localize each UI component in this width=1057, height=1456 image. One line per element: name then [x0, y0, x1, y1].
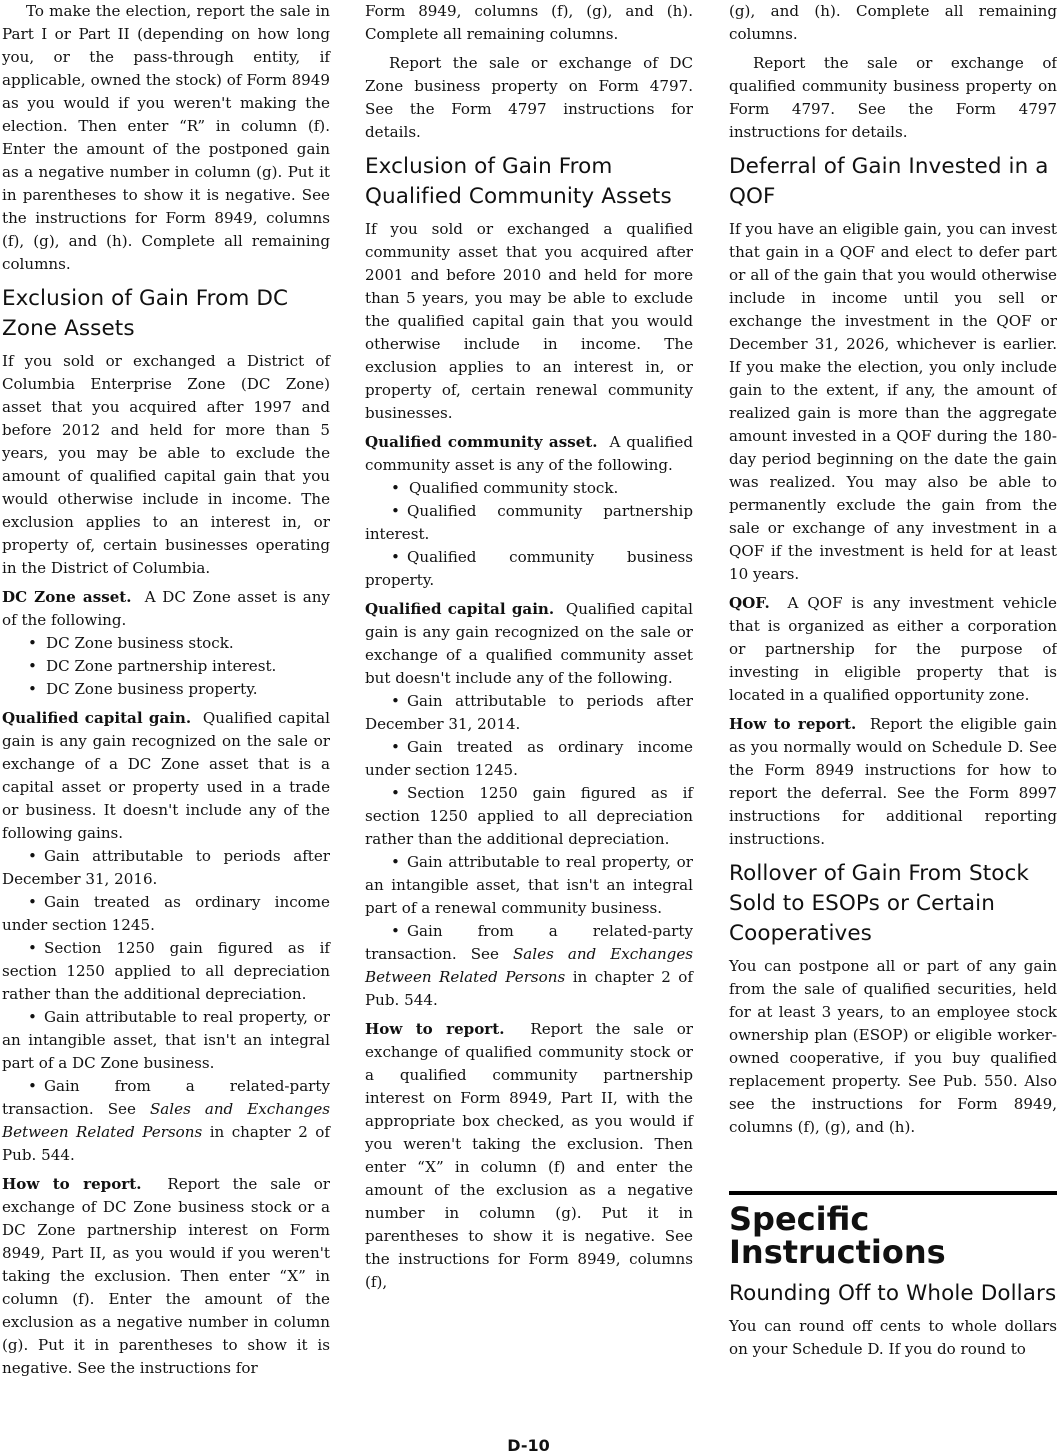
- column-1: [2, 0, 330, 1380]
- qof-term: QOF.: [729, 594, 770, 612]
- heading-qof: Deferral of Gain Invested in a QOF: [729, 154, 1049, 209]
- list-item: • Gain attributable to periods after December 31, 2014.: [365, 692, 693, 733]
- bullet-icon: •: [28, 1008, 37, 1026]
- list-item: • DC Zone partnership interest.: [2, 655, 330, 678]
- esop-paragraph: You can postpone all or part of any gain from the sale of qualified securities, held for at least 3 years, to an employee stock ownership plan (ESOP) or eligible worker-owned cooperative, if you buy qualified replacement property. See Pub. 550. Also see the instructions for Form 8949, columns (f), (g), and (h).: [729, 957, 1057, 1136]
- heading-qualified-community-assets: Exclusion of Gain From Qualified Community Assets: [365, 154, 672, 209]
- list-item: • Gain treated as ordinary income under section 1245.: [365, 738, 693, 779]
- bullet-icon: •: [28, 893, 37, 911]
- qof-paragraph: If you have an eligible gain, you can invest that gain in a QOF and elect to defer part or all of the gain that you would otherwise include in income until you sell or exchange the investment in the QOF or December 31, 2026, whichever is earlier. If you make the election, you only include gain to the extent, if any, the amount of realized gain is more than the aggregate amount invested in a QOF during the 180-day period beginning on the date the gain was realized. You may also be able to permanently exclude the gain from the sale or exchange of any investment in a QOF if the investment is held for at least 10 years.: [729, 220, 1057, 583]
- list-item: • Section 1250 gain figured as if section 1250 applied to all depreciation rather than the additional depreciation.: [365, 784, 693, 848]
- how-to-report-term: How to report.: [729, 715, 857, 733]
- bullet-icon: •: [391, 738, 400, 756]
- bullet-icon: •: [391, 922, 400, 940]
- bullet-icon: •: [391, 692, 400, 710]
- heading-esop-rollover: Rollover of Gain From Stock Sold to ESOPs or Certain Cooperatives: [729, 861, 1029, 946]
- how-to-report-paragraph: How to report. Report the eligible gain as you normally would on Schedule D. See the Form 8949 instructions for how to report the deferral. See the Form 8997 instructions for additional reporting instructions.: [729, 715, 1057, 848]
- qualified-community-asset-list: [365, 477, 693, 500]
- bullet-icon: •: [391, 784, 400, 802]
- dc-zone-asset-text: A DC Zone asset is any of the following.: [2, 588, 330, 629]
- bullet-icon: •: [391, 502, 400, 520]
- list-item: • Qualified community partnership interest.: [365, 502, 693, 543]
- dc-zone-asset-list: [2, 632, 330, 701]
- list-item: • Qualified community stock.: [365, 477, 693, 500]
- continued-paragraph: (g), and (h). Complete all remaining columns.: [729, 2, 1057, 43]
- how-to-report-paragraph: How to report. Report the sale or exchange of DC Zone business stock or a DC Zone partnership interest on Form 8949, Part II, as you would if you weren't taking the exclusion. Then enter “X” in column (f). Enter the amount of the exclusion as a negative number in column (g). Put it in parentheses to show it is negative. See the instructions for: [2, 1175, 330, 1377]
- list-item: • Gain treated as ordinary income under section 1245.: [2, 893, 330, 934]
- qualified-community-asset-paragraph: Qualified community asset. A qualified community asset is any of the following.: [365, 433, 693, 474]
- column-3: [729, 0, 1057, 1361]
- list-item: • Gain attributable to periods after December 31, 2016.: [2, 847, 330, 888]
- list-item: • Qualified community business property.: [365, 548, 693, 589]
- list-item: • Gain from a related-party transaction. See Sales and Exchanges Between Related Persons in chapter 2 of Pub. 544.: [2, 1077, 331, 1164]
- list-item: • DC Zone business property.: [2, 678, 330, 701]
- election-paragraph: To make the election, report the sale in Part I or Part II (depending on how long you, or the pass-through entity, if applicable, owned the stock) of Form 8949 as you would if you weren't making the election. Then enter “R” in column (f). Enter the amount of the postponed gain as a negative number in column (g). Put it in parentheses to show it is negative. See the instructions for Form 8949, columns (f), (g), and (h). Complete all remaining columns.: [2, 2, 330, 273]
- list-item: • Gain attributable to real property, or an intangible asset, that isn't an integral part of a renewal community business.: [365, 853, 693, 917]
- list-item: • Section 1250 gain figured as if section 1250 applied to all depreciation rather than the additional depreciation.: [2, 939, 330, 1003]
- continued-paragraph: Form 8949, columns (f), (g), and (h). Complete all remaining columns.: [365, 2, 693, 43]
- how-to-report-term: How to report.: [365, 1020, 505, 1038]
- how-to-report-term: How to report.: [2, 1175, 142, 1193]
- column-2: [365, 0, 693, 1294]
- page-number: D-10: [507, 1436, 550, 1455]
- qualified-capital-gain-paragraph: Qualified capital gain. Qualified capital gain is any gain recognized on the sale or exchange of a qualified community asset but doesn't include any of the following.: [365, 600, 693, 687]
- section-divider: [729, 1191, 1057, 1195]
- qualified-capital-gain-text: Qualified capital gain is any gain recognized on the sale or exchange of a DC Zone asset that is a capital asset or property used in a trade or business. It doesn't include any of the following gains.: [2, 709, 330, 842]
- qualified-community-asset-term: Qualified community asset.: [365, 433, 598, 451]
- form-4797-paragraph: Report the sale or exchange of qualified community business property on Form 4797. See the Form 4797 instructions for details.: [729, 54, 1057, 141]
- bullet-icon: •: [28, 939, 37, 957]
- heading-specific-instructions: Specific Instructions: [729, 1200, 946, 1271]
- list-item: • DC Zone business stock.: [2, 632, 330, 655]
- dc-zone-asset-term: DC Zone asset.: [2, 588, 132, 606]
- bullet-icon: •: [28, 1077, 37, 1095]
- heading-rounding: Rounding Off to Whole Dollars: [729, 1281, 1057, 1306]
- bullet-icon: •: [391, 853, 400, 871]
- bullet-icon: •: [28, 847, 37, 865]
- form-4797-paragraph: Report the sale or exchange of DC Zone business property on Form 4797. See the Form 4797 instructions for details.: [365, 54, 693, 141]
- list-item: • Gain from a related-party transaction. See Sales and Exchanges Between Related Persons in chapter 2 of Pub. 544.: [365, 922, 694, 1009]
- qof-definition-paragraph: QOF. A QOF is any investment vehicle that is organized as either a corporation or partnership for the purpose of investing in eligible property that is located in a qualified opportunity zone.: [729, 594, 1057, 704]
- how-to-report-paragraph: How to report. Report the sale or exchange of qualified community stock or a qualified community partnership interest on Form 8949, Part II, with the appropriate box checked, as you would if you weren't taking the exclusion. Then enter “X” in column (f) and enter the amount of the exclusion as a negative number in column (g). Put it in parentheses to show it is negative. See the instructions for Form 8949, columns (f),: [365, 1020, 693, 1291]
- heading-dc-zone: Exclusion of Gain From DC Zone Assets: [2, 286, 289, 341]
- rounding-paragraph: You can round off cents to whole dollars on your Schedule D. If you do round to: [729, 1317, 1057, 1358]
- qualified-community-paragraph: If you sold or exchanged a qualified community asset that you acquired after 2001 and before 2010 and held for more than 5 years, you may be able to exclude the qualified capital gain that you would otherwise include in income. The exclusion applies to an interest in, or property of, certain renewal community businesses.: [365, 220, 693, 422]
- dc-zone-asset-paragraph: [2, 586, 330, 632]
- qualified-capital-gain-term: Qualified capital gain.: [365, 600, 555, 618]
- qualified-capital-gain-paragraph: [2, 707, 330, 845]
- qualified-capital-gain-term: Qualified capital gain.: [2, 709, 192, 727]
- dc-zone-paragraph: If you sold or exchanged a District of Columbia Enterprise Zone (DC Zone) asset that you acquired after 1997 and before 2012 and held for more than 5 years, you may be able to exclude the amount of qualified capital gain that you would otherwise include in income. The exclusion applies to an interest in, or property of, certain businesses operating in the District of Columbia.: [2, 352, 330, 577]
- related-persons-reference: Sales and Exchanges Between Related Persons: [2, 1100, 331, 1141]
- list-item: • Gain attributable to real property, or an intangible asset, that isn't an integral part of a DC Zone business.: [2, 1008, 330, 1072]
- bullet-icon: •: [391, 548, 400, 566]
- related-persons-reference: Sales and Exchanges Between Related Persons: [365, 945, 694, 986]
